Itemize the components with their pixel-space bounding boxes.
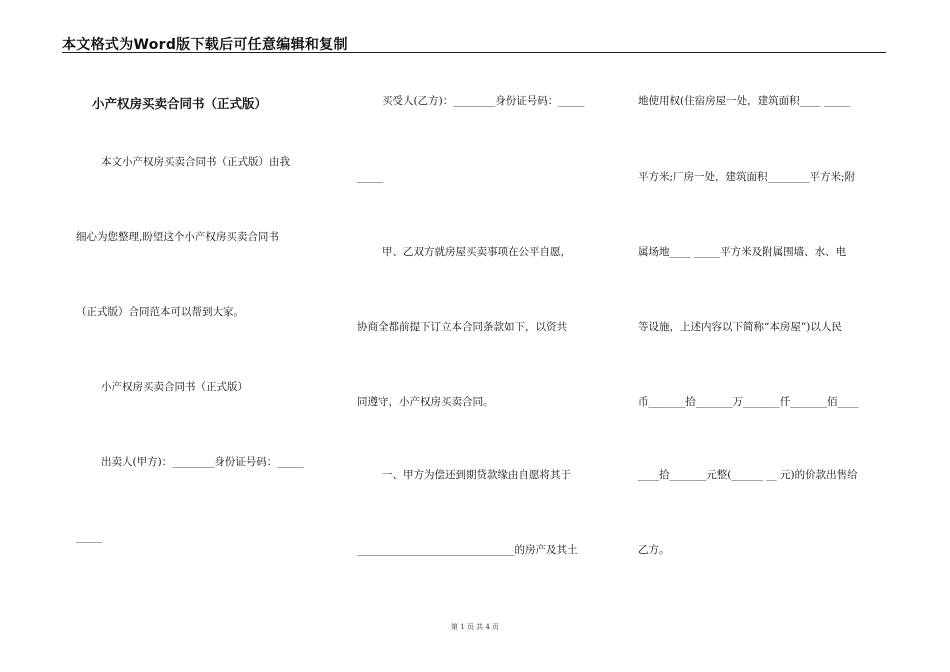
col1-line-1: 本文小产权房买卖合同书（正式版）由我 — [101, 156, 290, 168]
col3-line-6: ____拾_______元整(______ __ 元)的价款出售给 — [638, 469, 858, 481]
col1-line-3: （正式版）合同范本可以帮到大家。 — [76, 306, 244, 318]
col1-line-6: _____ — [76, 531, 103, 543]
col3-line-1: 地使用权(住宿房屋一处，建筑面积____ _____ — [638, 95, 851, 107]
document-header: 本文格式为Word版下载后可任意编辑和复制 — [62, 37, 348, 53]
col2-line-3: 甲、乙双方就房屋买卖事项在公平自愿， — [382, 246, 571, 258]
document-title: 小产权房买卖合同书（正式版） — [92, 96, 268, 111]
page-number: 第 1 页 共 4 页 — [450, 623, 500, 631]
col2-line-2: _____ — [357, 171, 384, 183]
col1-line-2: 细心为您整理,盼望这个小产权房买卖合同书 — [76, 231, 279, 243]
col2-line-7: ______________________________的房产及其土 — [357, 544, 578, 556]
col3-line-5: 币_______拾_______万_______仟_______佰____ — [638, 396, 859, 408]
col2-line-6: 一、甲方为偿还到期贷款缘由自愿将其于 — [382, 469, 571, 481]
col2-line-1: 买受人(乙方)：________身份证号码：_____ — [382, 95, 585, 107]
col3-line-2: 平方米;厂房一处，建筑面积________平方米;附 — [638, 171, 856, 183]
col3-line-7: 乙方。 — [638, 544, 670, 556]
col1-line-5: 出卖人(甲方)：________身份证号码：_____ — [101, 456, 304, 468]
col2-line-5: 同遵守，小产权房买卖合同。 — [357, 396, 494, 408]
col3-line-4: 等设施，上述内容以下简称“本房屋”)以人民 — [638, 321, 842, 333]
col1-line-4: 小产权房买卖合同书（正式版） — [101, 381, 248, 393]
header-divider — [62, 52, 886, 53]
col3-line-3: 属场地____ _____平方米及附属围墙、水、电 — [638, 246, 847, 258]
col2-line-4: 协商全都前提下订立本合同条款如下，以资共 — [357, 321, 567, 333]
